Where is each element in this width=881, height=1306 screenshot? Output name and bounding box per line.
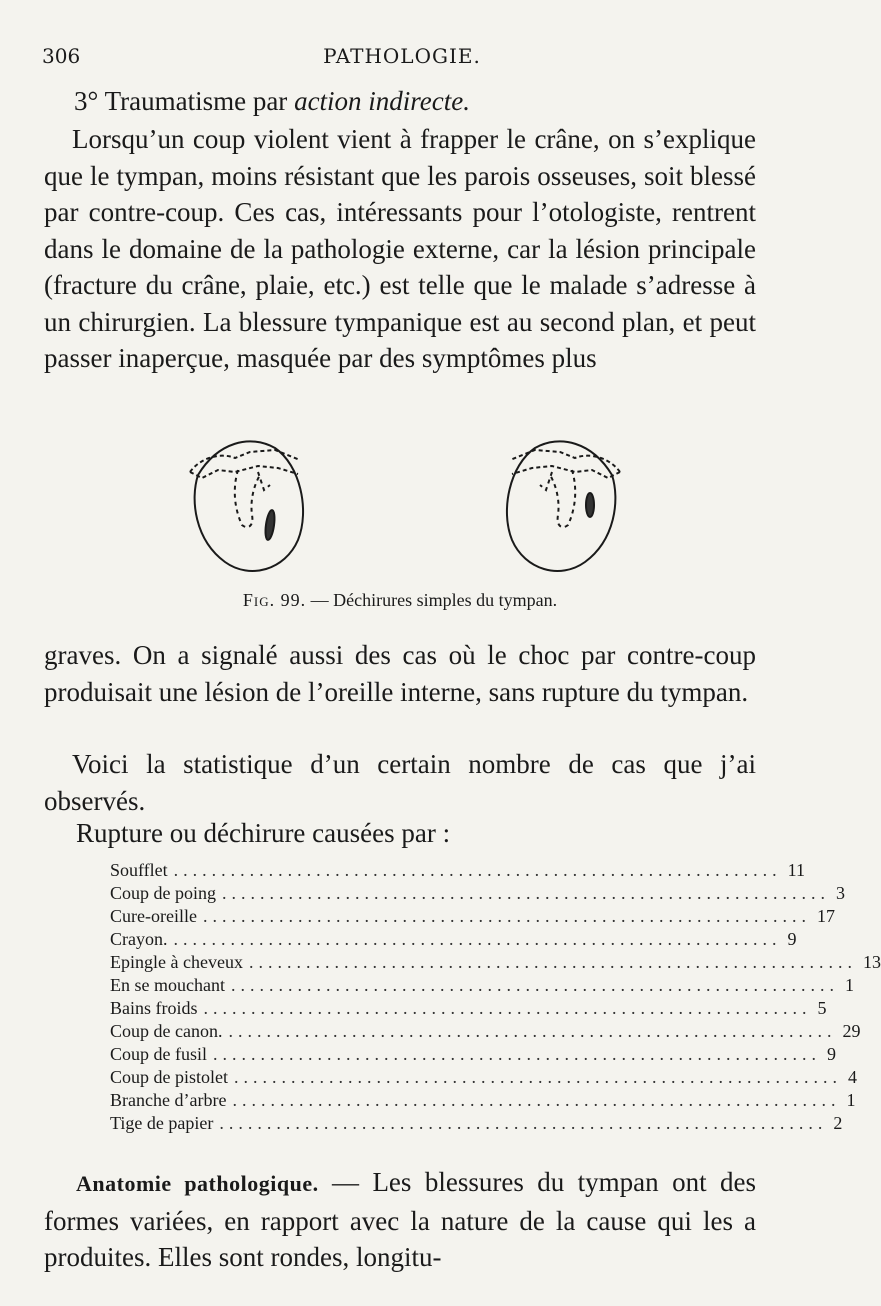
causes-list [110,860,881,1136]
figure-99 [0,430,800,620]
figure-caption-text: — Déchirures simples du tympan. [310,590,558,610]
anatomy-text: — Les blessures du tympan ont des formes variées, en rapport avec la nature de la cause qui les a produites. Elles sont rondes, longitu- [44,1167,756,1272]
section-number: 3° [74,86,99,116]
cause-label: Crayon. [110,929,168,949]
cause-count: 1 [846,1090,856,1110]
cause-label: Tige de papier [110,1113,214,1133]
paragraph-anatomie [44,1164,756,1276]
cause-row: Tige de papier ................................................................ 2 [110,1113,843,1133]
cause-label: Coup de canon. [110,1021,223,1041]
left-perforation [264,510,276,541]
paragraph-statistique: Voici la statistique d’un certain nombre de cas que j’ai observés. [44,749,756,816]
cause-label: Soufflet [110,860,168,880]
cause-count: 2 [833,1113,843,1133]
cause-label: Coup de pistolet [110,1067,228,1087]
cause-row: En se mouchant ................................................................ 1 [110,975,854,995]
cause-row: Coup de pistolet ................................................................ 4 [110,1067,857,1087]
left-tympanum-outline [195,441,303,571]
cause-row: Coup de canon. ................................................................ 29 [110,1021,861,1041]
page-number: 306 [42,44,81,68]
cause-row: Cure-oreille ................................................................ 17 [110,906,835,926]
tympanum-illustration [180,430,630,590]
right-tympanum-outline [507,441,615,571]
cause-label: Bains froids [110,998,198,1018]
cause-label: Epingle à cheveux [110,952,243,972]
page-header [42,44,762,74]
cause-count: 13 [862,952,881,972]
cause-label: Coup de poing [110,883,216,903]
cause-count: 29 [842,1021,861,1041]
cause-count: 11 [787,860,806,880]
cause-count: 3 [836,883,845,903]
cause-row: Coup de fusil ................................................................ 9 [110,1044,836,1064]
cause-count: 9 [827,1044,836,1064]
section-title: Traumatisme par [104,86,288,116]
figure-label: Fig. 99. [242,590,307,610]
cause-label: En se mouchant [110,975,225,995]
cause-row: Soufflet ................................................................ 11 [110,860,806,880]
paragraph-contrecoup: Lorsqu’un coup violent vient à frapper le crâne, on s’explique que le tympan, moins résistant que les parois osseuses, soit blessé par contre-coup. Ces cas, intéressants pour l’otologiste, rentrent dans le domaine de la pathologie externe, car la lésion principale (fracture du crâne, plaie, etc.) est telle que le malade s’adresse à un chirurgien. La blessure tympanique est au second plan, et peut passer inaperçue, masquée par des symptômes plus [44,124,756,373]
cause-row: Epingle à cheveux ................................................................ 13 [110,952,881,972]
section-title-italic: action indirecte. [294,86,471,116]
cause-count: 5 [817,998,827,1018]
right-malleus [550,470,575,527]
causes-heading: Rupture ou déchirure causées par : [76,818,451,848]
anatomy-heading: Anatomie pathologique. [76,1171,319,1196]
cause-label: Cure-oreille [110,906,197,926]
left-malleus [235,470,260,527]
cause-label: Branche d’arbre [110,1090,227,1110]
cause-count: 9 [787,929,797,949]
cause-row: Branche d’arbre ................................................................ 1 [110,1090,856,1110]
cause-count: 4 [848,1067,857,1087]
paragraph-oreille-interne: graves. On a signalé aussi des cas où le choc par contre-coup produisait une lésion de l’oreille interne, sans rupture du tympan. [44,640,756,707]
running-title: PATHOLOGIE. [323,44,481,68]
cause-label: Coup de fusil [110,1044,207,1064]
right-perforation [586,493,594,517]
figure-caption [0,590,800,611]
cause-row: Bains froids ................................................................ 5 [110,998,827,1018]
cause-row: Coup de poing ................................................................ 3 [110,883,845,903]
cause-count: 1 [844,975,854,995]
section-heading [74,86,470,117]
cause-count: 17 [816,906,835,926]
cause-row: Crayon. ................................................................ 9 [110,929,797,949]
